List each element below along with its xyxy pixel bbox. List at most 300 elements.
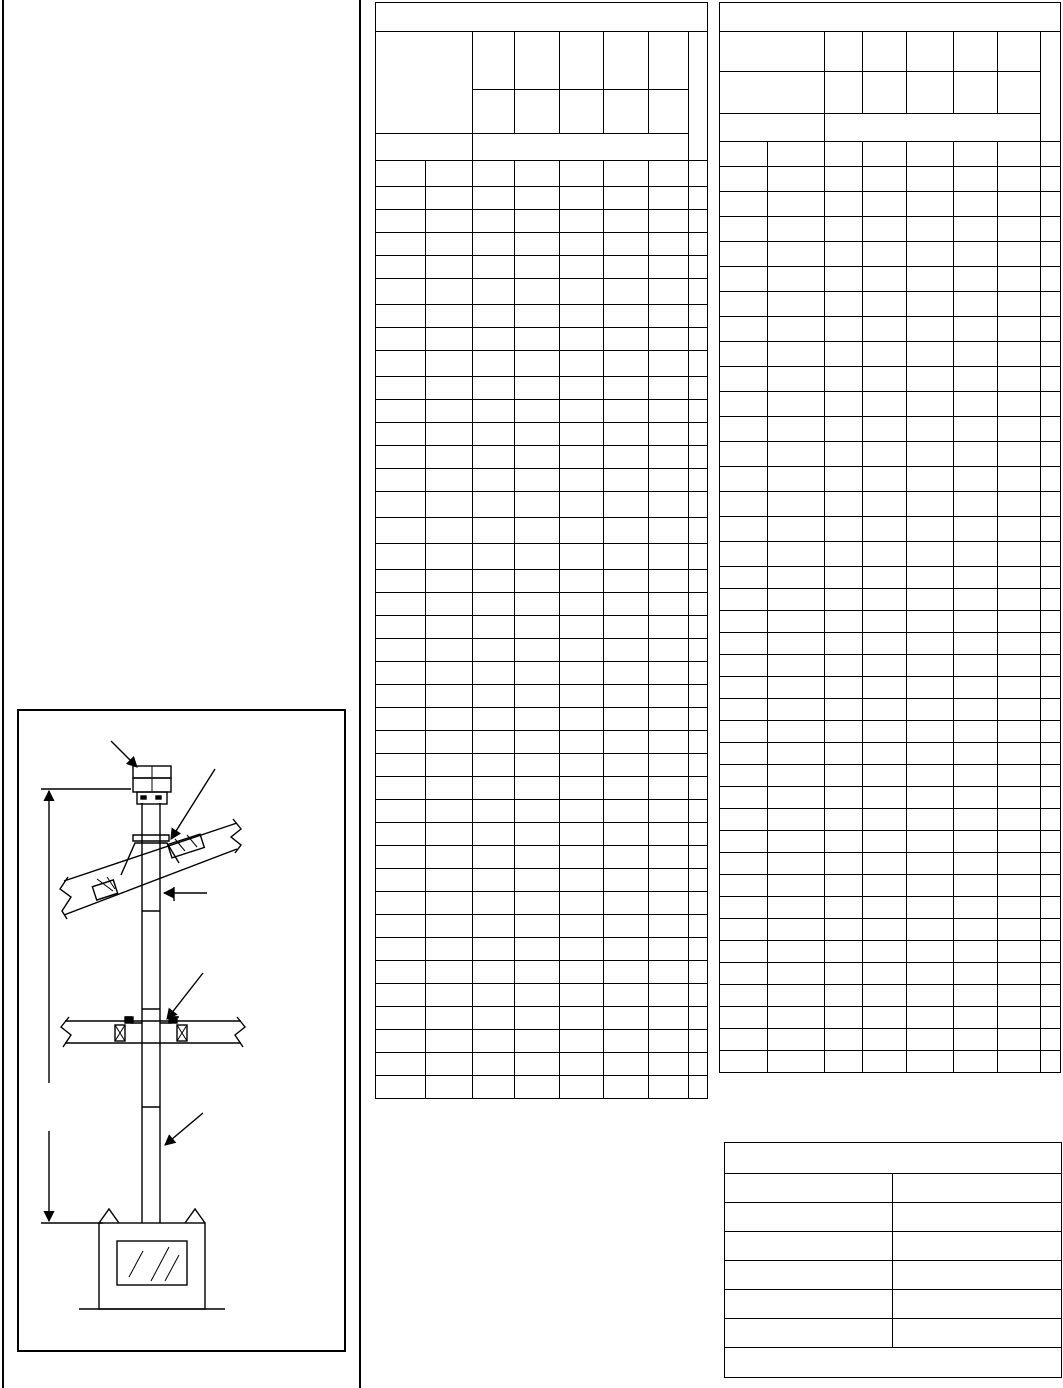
- table-b-cell: [825, 919, 863, 941]
- table-b-cell: [1041, 417, 1061, 442]
- table-a-cell: [376, 446, 426, 469]
- table-b-cell: [907, 875, 954, 897]
- table-b-cell: [720, 317, 768, 342]
- callout-collar-leader: [171, 769, 215, 839]
- roof-block-left: [92, 880, 117, 900]
- table-b-cell: [1041, 442, 1061, 467]
- stove-leg-right: [185, 1209, 205, 1223]
- table-b-cell: [825, 699, 863, 721]
- table-b-cell: [768, 467, 825, 492]
- table-a-cell: [473, 961, 515, 984]
- table-a-cell: [515, 210, 560, 233]
- table-a-cell: [426, 754, 473, 777]
- table-a-cell: [689, 1076, 708, 1099]
- table-c-row: [725, 1290, 1062, 1319]
- table-b-cell: [998, 342, 1041, 367]
- table-a-row: [376, 469, 708, 492]
- table-b-cell: [825, 142, 863, 167]
- table-b-row: [720, 1051, 1061, 1073]
- table-c-cell: [725, 1290, 893, 1319]
- table-b-cell: [998, 941, 1041, 963]
- table-b-cell: [863, 831, 907, 853]
- table-b-header-row-1: [720, 32, 1061, 72]
- table-a-cell: [426, 846, 473, 869]
- table-a-cell: [560, 823, 604, 846]
- reference-table-c: [724, 1142, 1062, 1378]
- table-a-cell: [649, 210, 689, 233]
- table-b-cell: [998, 142, 1041, 167]
- table-b-cell: [998, 875, 1041, 897]
- table-a-cell: [604, 639, 649, 662]
- table-a-row: [376, 492, 708, 518]
- table-b-cell: [1041, 941, 1061, 963]
- table-b-cell: [1041, 875, 1061, 897]
- table-c-cell: [893, 1203, 1062, 1232]
- table-b-cell: [998, 677, 1041, 699]
- table-a-cell: [649, 1076, 689, 1099]
- table-b-cell: [768, 919, 825, 941]
- table-a-cell: [604, 279, 649, 305]
- table-b-cell: [907, 963, 954, 985]
- table-a-cell: [515, 754, 560, 777]
- table-b-cell: [768, 417, 825, 442]
- table-b-cell: [907, 831, 954, 853]
- table-a-cell: [473, 400, 515, 423]
- table-b-cell: [825, 217, 863, 242]
- table-b-cell: [863, 919, 907, 941]
- table-b-cell: [825, 517, 863, 542]
- table-a-cell: [426, 544, 473, 570]
- table-b-row: [720, 292, 1061, 317]
- table-b-cell: [863, 167, 907, 192]
- table-b-cell: [825, 633, 863, 655]
- table-a-cell: [426, 305, 473, 328]
- table-a-row: [376, 777, 708, 800]
- table-a-row: [376, 593, 708, 616]
- table-a-cell: [426, 800, 473, 823]
- table-b-cell: [954, 721, 998, 743]
- table-b-cell: [720, 831, 768, 853]
- table-a-cell: [376, 685, 426, 708]
- table-b-cell: [998, 242, 1041, 267]
- table-a-row: [376, 305, 708, 328]
- table-c-title-row: [725, 1143, 1062, 1174]
- table-a-cell: [376, 593, 426, 616]
- table-a-cell: [649, 1007, 689, 1030]
- table-b-cell: [1041, 611, 1061, 633]
- table-b-cell: [907, 655, 954, 677]
- table-b-cell: [825, 1029, 863, 1051]
- table-a-cell: [376, 915, 426, 938]
- table-a-cell: [649, 570, 689, 593]
- table-b-cell: [954, 787, 998, 809]
- table-b-cell: [720, 919, 768, 941]
- table-a-cell: [426, 446, 473, 469]
- table-a-row: [376, 446, 708, 469]
- table-b-cell: [907, 242, 954, 267]
- table-b-cell: [954, 192, 998, 217]
- table-a-row: [376, 210, 708, 233]
- table-a-cell: [649, 305, 689, 328]
- table-a-cell: [604, 731, 649, 754]
- table-a-header-cell: [515, 32, 560, 90]
- table-b-cell: [825, 897, 863, 919]
- table-a-cell: [473, 492, 515, 518]
- table-a-cell: [473, 593, 515, 616]
- table-b-row: [720, 192, 1061, 217]
- table-b-cell: [825, 831, 863, 853]
- table-c-cell: [725, 1319, 893, 1348]
- table-b-cell: [863, 985, 907, 1007]
- table-b-cell: [768, 267, 825, 292]
- table-b-cell: [768, 217, 825, 242]
- table-b-cell: [998, 292, 1041, 317]
- table-b-cell: [1041, 567, 1061, 589]
- table-a-cell: [515, 823, 560, 846]
- table-b-header-cell: [998, 32, 1041, 72]
- table-b-cell: [998, 192, 1041, 217]
- table-b-cell: [954, 367, 998, 392]
- table-b-row: [720, 831, 1061, 853]
- table-a-cell: [649, 662, 689, 685]
- table-b-cell: [998, 567, 1041, 589]
- table-a-header-label: [376, 134, 473, 161]
- table-b-cell: [825, 542, 863, 567]
- table-a-cell: [604, 685, 649, 708]
- table-b-cell: [863, 787, 907, 809]
- table-b-cell: [998, 897, 1041, 919]
- table-b-cell: [907, 167, 954, 192]
- table-a-cell: [689, 1007, 708, 1030]
- table-b-cell: [1041, 467, 1061, 492]
- table-b-cell: [954, 217, 998, 242]
- table-b-row: [720, 633, 1061, 655]
- table-b-row: [720, 267, 1061, 292]
- table-a-cell: [649, 777, 689, 800]
- table-a-cell: [689, 377, 708, 400]
- table-a-cell: [689, 731, 708, 754]
- table-a-header-span: [473, 134, 689, 161]
- table-a-cell: [473, 446, 515, 469]
- table-a-row: [376, 423, 708, 446]
- table-b-cell: [954, 589, 998, 611]
- table-a-cell: [604, 938, 649, 961]
- table-b-cell: [1041, 342, 1061, 367]
- table-b-row: [720, 941, 1061, 963]
- table-b-cell: [954, 765, 998, 787]
- storm-collar: [133, 835, 169, 841]
- table-b-cell: [1041, 699, 1061, 721]
- table-b-row: [720, 392, 1061, 417]
- table-b-cell: [907, 853, 954, 875]
- table-a-cell: [515, 161, 560, 187]
- table-b-cell: [1041, 853, 1061, 875]
- table-b-cell: [768, 941, 825, 963]
- table-a-cell: [473, 777, 515, 800]
- table-a-cell: [560, 685, 604, 708]
- table-a-cell: [689, 639, 708, 662]
- table-b-cell: [768, 542, 825, 567]
- table-b-cell: [1041, 677, 1061, 699]
- table-b-cell: [825, 809, 863, 831]
- table-b-cell: [954, 242, 998, 267]
- table-b-cell: [954, 1007, 998, 1029]
- table-a-cell: [560, 492, 604, 518]
- table-a-title-row: [376, 3, 708, 32]
- table-c-cell: [725, 1261, 893, 1290]
- table-b-cell: [768, 655, 825, 677]
- table-a-cell: [515, 233, 560, 256]
- table-a-cell: [689, 938, 708, 961]
- table-b-cell: [825, 342, 863, 367]
- table-b-cell: [768, 392, 825, 417]
- table-a-row: [376, 685, 708, 708]
- table-a-cell: [515, 892, 560, 915]
- table-a-cell: [560, 708, 604, 731]
- table-a-cell: [689, 616, 708, 639]
- table-a-cell: [515, 938, 560, 961]
- table-b-cell: [825, 417, 863, 442]
- table-b-row: [720, 367, 1061, 392]
- table-a-cell: [426, 492, 473, 518]
- table-b-cell: [998, 633, 1041, 655]
- table-a-cell: [560, 469, 604, 492]
- table-b-cell: [768, 721, 825, 743]
- table-a-cell: [604, 446, 649, 469]
- table-b-cell: [954, 517, 998, 542]
- table-b-cell: [863, 342, 907, 367]
- table-a-header-cell: [649, 32, 689, 90]
- table-b-cell: [954, 317, 998, 342]
- table-a-cell: [689, 351, 708, 377]
- table-a-cell: [515, 869, 560, 892]
- table-b-cell: [825, 1051, 863, 1073]
- table-a-cell: [376, 544, 426, 570]
- table-b-cell: [1041, 392, 1061, 417]
- table-b-cell: [768, 809, 825, 831]
- table-b-cell: [720, 517, 768, 542]
- table-a-cell: [473, 210, 515, 233]
- table-b-cell: [954, 342, 998, 367]
- table-a-row: [376, 639, 708, 662]
- table-a-cell: [649, 1053, 689, 1076]
- table-a-cell: [689, 492, 708, 518]
- table-b-cell: [907, 1029, 954, 1051]
- table-a-cell: [426, 731, 473, 754]
- table-a-cell: [649, 639, 689, 662]
- table-a-cell: [560, 279, 604, 305]
- table-b-cell: [1041, 897, 1061, 919]
- table-a-cell: [515, 544, 560, 570]
- table-a-cell: [604, 593, 649, 616]
- table-b-cell: [720, 633, 768, 655]
- table-a-cell: [689, 823, 708, 846]
- table-b-cell: [954, 492, 998, 517]
- table-b-cell: [863, 392, 907, 417]
- table-a-row: [376, 869, 708, 892]
- table-b-cell: [998, 853, 1041, 875]
- table-a-cell: [649, 754, 689, 777]
- table-b-cell: [1041, 963, 1061, 985]
- table-a-cell: [376, 377, 426, 400]
- table-b-cell: [907, 589, 954, 611]
- table-a-cell: [473, 754, 515, 777]
- table-b-cell: [720, 242, 768, 267]
- table-b-title: [720, 3, 1061, 32]
- table-a-cell: [689, 400, 708, 423]
- table-a-cell: [376, 823, 426, 846]
- table-a-cell: [604, 1076, 649, 1099]
- table-a-cell: [426, 570, 473, 593]
- table-b-cell: [768, 317, 825, 342]
- table-b-header-cell: [863, 72, 907, 114]
- table-b-cell: [954, 699, 998, 721]
- table-a-row: [376, 846, 708, 869]
- table-b-cell: [907, 417, 954, 442]
- table-b-header-cell: [907, 32, 954, 72]
- reference-table-a: [375, 2, 708, 1099]
- table-b-cell: [1041, 633, 1061, 655]
- table-b-row: [720, 589, 1061, 611]
- table-a-cell: [560, 938, 604, 961]
- table-b-cell: [825, 787, 863, 809]
- table-b-cell: [863, 809, 907, 831]
- table-a-cell: [473, 616, 515, 639]
- table-a-cell: [649, 593, 689, 616]
- table-a-cell: [604, 423, 649, 446]
- table-b-cell: [863, 542, 907, 567]
- table-b-cell: [1041, 517, 1061, 542]
- table-b-cell: [954, 292, 998, 317]
- table-a-row: [376, 377, 708, 400]
- table-a-cell: [426, 256, 473, 279]
- table-a-row: [376, 1076, 708, 1099]
- table-b-cell: [863, 699, 907, 721]
- table-b-row: [720, 677, 1061, 699]
- table-b-cell: [825, 442, 863, 467]
- table-b-cell: [863, 589, 907, 611]
- table-a-cell: [604, 708, 649, 731]
- table-a-cell: [376, 210, 426, 233]
- table-b-cell: [863, 492, 907, 517]
- table-b-header-cell: [863, 32, 907, 72]
- table-a-cell: [473, 800, 515, 823]
- table-a-cell: [649, 892, 689, 915]
- table-a-cell: [560, 616, 604, 639]
- table-b-row: [720, 919, 1061, 941]
- table-a-cell: [560, 518, 604, 544]
- table-a-cell: [515, 777, 560, 800]
- table-a-cell: [473, 469, 515, 492]
- table-a-cell: [649, 869, 689, 892]
- table-b-cell: [954, 1051, 998, 1073]
- table-a-cell: [604, 161, 649, 187]
- table-b-cell: [720, 787, 768, 809]
- table-a-cell: [473, 570, 515, 593]
- table-c-footer: [725, 1348, 1062, 1378]
- table-b-cell: [768, 765, 825, 787]
- table-b-cell: [720, 142, 768, 167]
- table-b-cell: [998, 787, 1041, 809]
- table-a-cell: [649, 256, 689, 279]
- table-a-row: [376, 961, 708, 984]
- table-b-cell: [768, 633, 825, 655]
- table-b-cell: [998, 699, 1041, 721]
- table-a-cell: [604, 869, 649, 892]
- table-a-cell: [376, 708, 426, 731]
- table-a-cell: [376, 305, 426, 328]
- table-b-cell: [825, 589, 863, 611]
- table-b-cell: [825, 875, 863, 897]
- table-b-cell: [1041, 831, 1061, 853]
- table-b-cell: [825, 853, 863, 875]
- table-a-cell: [515, 469, 560, 492]
- table-b-cell: [863, 1007, 907, 1029]
- table-b-cell: [720, 267, 768, 292]
- column-divider-rule: [359, 0, 361, 1388]
- table-b-cell: [768, 1029, 825, 1051]
- table-a-row: [376, 279, 708, 305]
- table-c-row: [725, 1319, 1062, 1348]
- table-b-cell: [954, 392, 998, 417]
- table-b-cell: [907, 367, 954, 392]
- table-b-cell: [825, 242, 863, 267]
- table-a-row: [376, 823, 708, 846]
- table-b-cell: [998, 542, 1041, 567]
- table-b-cell: [720, 1029, 768, 1051]
- left-margin-rule: [2, 0, 4, 1388]
- table-a-cell: [515, 423, 560, 446]
- table-a-cell: [649, 1030, 689, 1053]
- table-a-cell: [560, 892, 604, 915]
- table-b-cell: [907, 941, 954, 963]
- table-a-cell: [604, 570, 649, 593]
- table-a-cell: [604, 400, 649, 423]
- table-a-row: [376, 915, 708, 938]
- table-a-cell: [515, 1030, 560, 1053]
- table-b-row: [720, 517, 1061, 542]
- table-b-cell: [907, 517, 954, 542]
- table-b-cell: [998, 467, 1041, 492]
- table-a-header-cell: [473, 90, 515, 134]
- table-b-cell: [720, 721, 768, 743]
- table-b-cell: [720, 699, 768, 721]
- table-b-cell: [825, 467, 863, 492]
- table-a-cell: [376, 938, 426, 961]
- table-b-cell: [1041, 743, 1061, 765]
- stove-leg-left: [99, 1209, 119, 1223]
- table-a-cell: [515, 846, 560, 869]
- table-b-cell: [768, 292, 825, 317]
- table-a-cell: [649, 544, 689, 570]
- table-c-row: [725, 1261, 1062, 1290]
- table-a-cell: [376, 869, 426, 892]
- table-a-cell: [515, 708, 560, 731]
- table-b-cell: [1041, 919, 1061, 941]
- table-b-cell: [863, 941, 907, 963]
- table-a-header-cell: [604, 32, 649, 90]
- table-a-cell: [604, 754, 649, 777]
- table-b-cell: [1041, 492, 1061, 517]
- table-a-row: [376, 662, 708, 685]
- table-b-cell: [768, 677, 825, 699]
- table-a-cell: [426, 400, 473, 423]
- table-a-cell: [604, 187, 649, 210]
- table-a-cell: [473, 233, 515, 256]
- table-b-cell: [825, 677, 863, 699]
- table-b-cell: [768, 192, 825, 217]
- table-b-cell: [954, 743, 998, 765]
